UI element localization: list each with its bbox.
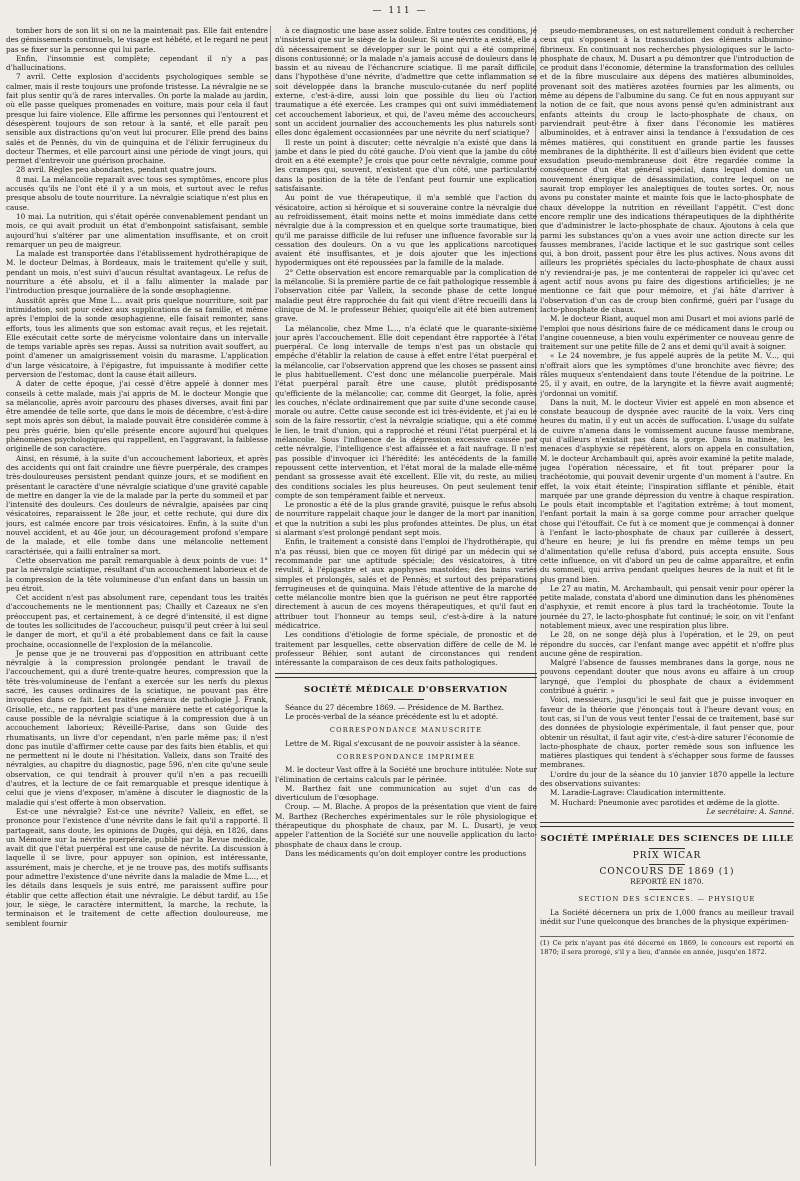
prize-name: PRIX WICAR (632, 850, 702, 861)
paragraph: à ce diagnostic une base assez solide. Entre toutes ces conditions, je n'insisterai que sur le siège de la douleur. Si une névrite a existé, elle a dû nécessairement se développer sur le point qui a été comprimé, disons contusionné; or la malade n'a jamais accusé de douleurs dans le bassin et au niveau de l'échancrure sciatique. Il me paraît difficile, dans l'hypothèse d'une névrite, d'admettre que cette inflammation se soit développée dans la branche musculo-cutanée du nerf poplité externe, c'est-à-dire, aussi loin que possible du lieu où l'action traumatique a été exercée. Les crampes qui ont suivi immédiatement cet accouchement laborieux, et qui, de l'aveu même des accoucheurs, sont un accident journalier des accouchements les plus naturels sont-elles donc également occasionnées par une névrite du nerf sciatique? (275, 26, 537, 138)
paragraph: Est-ce une névralgie? Est-ce une névrite? Valleix, en effet, se prononce pour l'existence d'une névrite dans le fait qu'il a rapporté. Il partageait, sans doute, les opinions de Dugès, qui déjà, en 1826, dans un Mémoire sur la névrite puerpérale, publié par la Revue médicale, avait dit que l'état puerpéral est une cause de névrite. La discussion à laquelle il se livre, pour appuyer son opinion, est intéressante, assurément, mais je cherche, et je ne trouve pas, des motifs suffisants pour admettre l'existence d'une névrite dans la maladie de Mme L..., et les détails dans lesquels je suis entré, me paraissent suffire pour établir que cette affection était une névralgie. Le début tardif, au 15e jour, le siège, le caractère intermittent, la marche, la rechute, la terminaison et le traitement de cette affection douloureuse, me semblent fournir (6, 806, 268, 928)
subheading-correspondance-manuscrite: CORRESPONDANCE MANUSCRITE (329, 726, 483, 735)
page-number: — 111 — (372, 6, 428, 16)
section-title-societe-observation: SOCIÉTÉ MÉDICALE D'OBSERVATION (303, 685, 509, 696)
paragraph: « Le 24 novembre, je fus appelé auprès de la petite M. V..., qui n'offrait alors que les symptômes d'une bronchite avec fièvre; des râles muqueux s'entendaient dans toute l'étendue de la poitrine. Le 25, il y avait, en outre, de la laryngite et la fièvre avait augmenté; j'ordonnai un vomitif. (540, 351, 794, 398)
paragraph: 2° Cette observation est encore remarquable par la complication de la mélancolie. Si la première partie de ce fait pathologique ressemble à l'observation citée par Valleix, la seconde phase de cette longue maladie peut être rapprochée du fait qui vient d'être recueilli dans la clinique de M. le professeur Béhier, quoiqu'elle ait été bien autrement grave. (275, 267, 537, 324)
paragraph: Je pense que je ne trouverai pas d'opposition en attribuant cette névralgie à la compression prolongée pendant le travail de l'accouchement, qui a duré trente-quatre heures, compression que la tête très-volumineuse de l'enfant a exercée sur les nerfs du plexus sacré, les causes ordinaires de la sciatique, ne pouvant pas être invoquées dans ce fait. Les traités généraux de pathologie J. Frank, Grisolle, etc., ne rapportent pas d'une manière nette et catégorique la cause possible de la névralgie sciatique à la compression due à un accouchement laborieux; Réveillé-Parise, dans son Guide des rhumatisants, un livre d'or cependant, n'en parle même pas; il n'est donc pas inutile d'affirmer cette cause par des faits bien établis, et qui ne permettent ni le doute ni l'hésitation. Valleix, dans son Traité des névralgies, au chapitre du diagnostic, page 596, n'en cite qu'une seule observation, ce qui tendrait à prouver qu'il n'en a pas recueilli d'autres, et la lecture de ce fait remarquable et presque identique à celui que je viens d'exposer, m'amène à discuter le diagnostic de la maladie qui s'est offerte à mon observation. (6, 648, 268, 807)
paragraph: Dans la nuit, M. le docteur Vivier est appelé en mon absence et constate beaucoup de dyspnée avec raucité de la voix. Vers cinq heures du matin, il y eut un accès de suffocation. L'usage du sulfate de cuivre n'amena dans le vomissement aucune fausse membrane, qui d'ailleurs n'existait pas dans la gorge. Dans la matinée, les menaces d'asphyxie se répétèrent, alors on appela en consultation, M. le docteur Archambault qui, après avoir examiné la petite malade, jugea l'opération nécessaire, et fit tout préparer pour la trachéotomie, qui pouvait devenir urgente d'un moment à l'autre. En effet, la voix était éteinte; l'inspiration sifflante et pénible, était marquée par une grande dépression du ventre à chaque respiration. Le pouls était incomptable et l'agitation extrême; à tout moment, l'enfant portait la main à sa gorge comme pour arracher quelque chose qui l'étouffait. Ce fut à ce moment que je commençai à donner à l'enfant le lacto-phosphate de chaux par cuillerée à dessert, d'heure en heure; je lui fis prendre en même temps un peu d'alimentation qu'elle refusa d'abord, puis accepta ensuite. Sous cette influence, on vit d'abord un peu de calme apparaître, et enfin du sommeil, qui arriva pendant quelques heures de la nuit et fit le plus grand bien. (540, 397, 794, 584)
section-sciences-heading: SECTION DES SCIENCES. — PHYSIQUE (578, 895, 756, 904)
column-right (540, 26, 794, 1176)
paragraph: Malgré l'absence de fausses membranes dans la gorge, nous ne pouvons cependant douter que nous avons eu affaire à un croup laryngé, que l'emploi du phosphate de chaux a évidemment contribué à guérir. » (540, 658, 794, 696)
footnote: (1) Ce prix n'ayant pas été décerné en 1869, le concours est reporté en 1870; il sera prorogé, s'il y a lieu, d'année en année, jusqu'en 1872. (540, 936, 794, 956)
title-rule (388, 699, 424, 700)
section-rule (540, 822, 794, 827)
title-rule (649, 889, 685, 890)
paragraph: M. le docteur Vast offre à la Société une brochure intitulée: Note sur l'élimination de certains calculs par le périnée. (275, 765, 537, 784)
section-rule (275, 673, 537, 678)
paragraph: La mélancolie, chez Mme L..., n'a éclaté que le quarante-sixième jour après l'accouchement. Elle doit cependant être rapportée à l'état puerpéral. Ce long intervalle de temps n'est pas un obstacle qui empêche d'établir la relation de cause à effet entre l'état puerpéral et la mélancolie, car l'observation apprend que les choses se passent ainsi le plus habituellement. C'est donc une mélancolie puerpérale. Mais l'état puerpéral paraît être une cause, plutôt prédisposante qu'efficiente de la mélancolie; car, comme dit Georget, la folie, après les couches, n'éclate ordinairement que par suite d'une seconde cause, morale ou autre. Cette cause seconde est ici très-évidente, et j'ai eu le soin de la faire ressortir, c'est la névralgie sciatique, qui a été comme le lien, le trait d'union, qui a rapproché et réuni l'état puerpéral et la mélancolie. Sous l'influence de la dépression excessive causée par cette névralgie, l'intelligence s'est affaissée et a fait naufrage. Il n'est pas possible d'invoquer ici l'hérédité: les antécédents de la famille repoussent cette intervention, et l'état moral de la malade elle-même pendant sa grossesse avait été excellent. Elle vit, du reste, au milieu des conditions sociales les plus heureuses. On peut seulement tenir compte de son tempérament faible et nerveux. (275, 323, 537, 500)
paragraph: Le pronostic a été de la plus grande gravité, puisque le refus absolu de nourriture rappelait chaque jour le danger de la mort par inanition, et que la nutrition a subi les plus profondes atteintes. De plus, un état si alarmant s'est prolongé pendant sept mois. (275, 500, 537, 538)
paragraph: 10 mai. La nutrition, qui s'était opérée convenablement pendant un mois, ce qui avait produit un état d'embonpoint satisfaisant, semble aujourd'hui s'altérer par une alimentation insuffisante, et on croit remarquer un peu de maigreur. (6, 211, 268, 249)
paragraph: Ainsi, en résumé, à la suite d'un accouchement laborieux, et après des accidents qui ont fait craindre une fièvre puerpérale, des crampes très-douloureuses persistent pendant quinze jours, et se modifient en présentant le caractère d'une névralgie sciatique d'une gravité capable de mettre en danger la vie de la malade par la perte du sommeil et par l'intensité des douleurs. Ces douleurs de névralgie, apaisées par cinq vésicatoires, reparaissent le 28e jour, et cette rechute, qui dure dix jours, est calmée encore par trois vésicatoires. Enfin, à la suite d'un nouvel accident, et au 46e jour, un découragement profond s'empare de la malade, et elle tombe dans une mélancolie nettement caractérisée, qui a failli entraîner sa mort. (6, 453, 268, 556)
paragraph: Le 28, on ne songe déjà plus à l'opération, et le 29, on peut répondre du succès, car l'enfant mange avec appétit et n'offre plus aucune gêne de respiration. (540, 630, 794, 658)
paragraph: Il reste un point à discuter; cette névralgie n'a existé que dans la jambe et dans le pied du côté gauche. D'où vient que la jambe du côté droit en a été exempte? Je crois que pour cette névralgie, comme pour les crampes qui, souvent, n'existent que d'un côté, une particularité dans la position de la tête de l'enfant peut fournir une explication satisfaisante. (275, 137, 537, 194)
paragraph: 28 avril. Règles peu abondantes, pendant quatre jours. (16, 165, 217, 175)
paragraph: L'ordre du jour de la séance du 10 janvier 1870 appelle la lecture des observations suivantes: (540, 769, 794, 789)
reporte-line: REPORTÉ EN 1870. (630, 877, 704, 887)
paragraph: Au point de vue thérapeutique, il m'a semblé que l'action du vésicatoire, action si héroïque et si souveraine contre la névralgie due au refroidissement, était moins nette et moins immédiate dans cette névralgie due à la compression et en quelque sorte traumatique, bien qu'il me paraisse difficile de lui refuser une influence favorable sur la cessation des douleurs. On a vu que les applications narcotiques avaient été insuffisantes, et je dois ajouter que les injections hypodermiques ont été repoussées par la famille de la malade. (275, 193, 537, 268)
title-rule (649, 848, 685, 849)
title-rule (649, 864, 685, 865)
observation-item: M. Laradie-Lagrave: Claudication intermittente. (550, 788, 726, 798)
paragraph: Le 27 au matin, M. Archambault, qui pensait venir pour opérer la petite malade, constata d'abord une diminution dans les phénomènes d'asphyxie, et remit encore à plus tard la trachéotomie. Toute la journée du 27, le lacto-phosphate fut continué; le soir, on vit l'enfant notablement mieux, avec une respiration plus libre. (540, 583, 794, 630)
paragraph: La Société décernera un prix de 1,000 francs au meilleur travail inédit sur l'une quelconque des branches de la physique expérimen- (540, 907, 794, 927)
paragraph: 7 avril. Cette explosion d'accidents psychologiques semble se calmer, mais il reste toujours une profonde tristesse. La névralgie ne se fait plus sentir qu'à de rares intervalles. On porte la malade au jardin, où elle passe quelques promenades en voiture, mais pour cela il faut presque lui faire violence. Elle affirme les personnes qui l'entourent et désespèrent toujours de son retour à la santé, et elle paraît peu sensible aux distractions qu'on veut lui procurer. Elle prend des bains salés et de Pennès, du vin de quinquina et de l'élixir ferrugineux du docteur Thermes, et elle parcourt ainsi une période de vingt jours, qui permet d'entrevoir une guérison prochaine. (6, 72, 268, 166)
paragraph: Croup. — M. Blache. A propos de la présentation que vient de faire M. Barthez (Recherches expérimentales sur le rôle physiologique et thérapeutique du phosphate de chaux, par M. L. Dusart), je veux appeler l'attention de la Société sur une nouvelle application du lacto-phosphate de chaux dans le croup. (275, 802, 537, 849)
paragraph: M. le docteur Riant, auquel mon ami Dusart et moi avions parlé de l'emploi que nous désirions faire de ce médicament dans le croup ou l'angine couenneuse, a bien voulu expérimenter ce nouveau genre de traitement sur une petite fille de 2 ans et demi qu'il avait à soigner. (540, 314, 794, 352)
paragraph: Les conditions d'étiologie de forme spéciale, de pronostic et de traitement par lesquelles, cette observation diffère de celle de M. le professeur Béhier, sont autant de circonstances qui rendent intéressante la comparaison de ces deux faits pathologiques. (275, 630, 537, 668)
column-divider (270, 26, 271, 1166)
paragraph: Lettre de M. Rigal s'excusant de ne pouvoir assister à la séance. (285, 738, 521, 748)
column-middle (275, 26, 537, 1176)
section-title-societe-lille: SOCIÉTÉ IMPÉRIALE DES SCIENCES DE LILLE (540, 834, 794, 845)
paragraph: La malade est transportée dans l'établissement hydrothérapique de M. le docteur Delmas, à Bordeaux, mais le traitement qu'elle y suit, pendant un mois, n'est suivi d'aucun résultat avantageux. Le refus de nourriture a été absolu, et il a fallu alimenter la malade par l'introduction presque journalière de la sonde œsophagienne. (6, 249, 268, 296)
proces-verbal: Le procès-verbal de la séance précédente est lu et adopté. (285, 712, 499, 722)
paragraph: pseudo-membraneuses, on est naturellement conduit à rechercher ceux qui s'opposent à la transsudation des éléments albumino-fibrineux. En continuant nos recherches physiologiques sur le lacto-phosphate de chaux, M. Dusart a pu démontrer que l'introduction de ce produit dans l'économie, détermine la transformation des cellules et de la fibre musculaire aux dépens des matières albuminoïdes, provenant soit des matières azotées fournies par les aliments, ou même au dépens de l'albumine du sang. Ce fut en nous appuyant sur la notion de ce fait, que nous avons pensé qu'en administrant aux enfants atteints du croup le lacto-phosphate de chaux, on parviendrait peut-être à fixer dans l'économie les matières albuminoïdes, et à entraver ainsi la tendance à l'exsudation de ces mêmes matières, qui constituent en grande partie les fausses membranes de la diphthérite. Il est d'ailleurs bien évident que cette exsudation pseudo-membraneuse doit être regardée comme la conséquence d'un état général spécial, dans lequel domine un mouvement énergique de désassimilation, contre lequel on ne saurait trop employer les analeptiques de toutes sortes. Or, nous avons pu constater mainte et mainte fois que le lacto-phosphate de chaux développe la nutrition en réveillant l'appétit. C'est donc encore remplir une des indications thérapeutiques de la diphthérite que d'administrer le lacto-phosphate de chaux. Ajoutons à cela que parmi les substances qu'on a vues avoir une action directe sur les fausses membranes, l'acide lactique et le suc gastrique sont celles qui, à bon droit, passent pour être les plus actives. Nous avons dit ailleurs les propriétés spéciales du lacto-phosphate de chaux aussi n'y reviendrai-je pas, je me contenterai de rappeler ici qu'avec cet agent actif nous avons pu faire des digestions artificielles; je ne mentionne ce fait que pour mémoire, et j'ai hâte d'arriver à l'observation d'un cas de croup bien confirmé, guéri par l'usage du lacto-phosphate de chaux. (540, 26, 794, 314)
secretary-signature: Le secrétaire: A. Sanné. (706, 806, 794, 816)
paragraph: Enfin, le traitement a consisté dans l'emploi de l'hydrothérapie, qui n'a pas réussi, bien que ce moyen fût dirigé par un médecin qui se recommande par une aptitude spéciale; des vésicatoires, à titre révulsif, à l'épigastre et aux apophyses mastoïdes; des bains variés simples et prolongés, salés et de Pennès; et surtout des préparations ferrugineuses et de quinquina. Mais l'étude attentive de la marche de cette mélancolie montre bien que la guérison ne peut être rapportée directement à aucun de ces moyens thérapeutiques, et qu'il faut en attribuer tout l'honneur au temps seul, c'est-à-dire à la nature médicatrice. (275, 537, 537, 630)
paragraph: Aussitôt après que Mme L... avait pris quelque nourriture, soit par intimidation, soit pour cédez aux supplications de sa famille, et même après l'emploi de la sonde œsophagienne, elle faisait remonter, sans efforts, tous les aliments que son estomac avait reçus, et les rejetait. Elle exécutait cette sorte de mérycisme volontaire dans un intervalle de temps variable après ses repas. Aussi sa nutrition avait souffert, au point d'amener un amaigrissement voisin du marasme. L'application d'un large vésicatoire, à l'épigastre, fut impuissante à modifier cette perversion de l'estomac, dont la cause était ailleurs. (6, 295, 268, 379)
column-left (6, 26, 268, 1176)
observation-item: M. Huchard: Pneumonie avec parotides et œdème de la glotte. (550, 797, 780, 807)
paragraph: 8 mai. La mélancolie reparaît avec tous ses symptômes, encore plus accusés qu'ils ne l'ont été il y a un mois, et surtout avec le refus presque absolu de toute nourriture. La névralgie sciatique n'est plus en cause. (6, 174, 268, 212)
paragraph: A dater de cette époque, j'ai cessé d'être appelé à donner mes conseils à cette malade, mais j'ai appris de M. le docteur Mongie que sa mélancolie, après avoir parcouru des phases diverses, avait fini par être amendée de telle sorte, que dans le mois de décembre, c'est-à-dire sept mois après son début, la malade pouvait être considérée comme à peu près guérie, bien qu'elle présente encore aujourd'hui quelques phénomènes psychologiques qui rappellent, en l'aggravant, la faiblesse originelle de son caractère. (6, 379, 268, 454)
concours-heading: CONCOURS DE 1869 (1) (599, 866, 735, 877)
paragraph: Enfin, l'insomnie est complète; cependant il n'y a pas d'hallucinations. (6, 53, 268, 73)
seance-line: Séance du 27 décembre 1869. — Présidence de M. Barthez. (285, 702, 504, 712)
paragraph: Voici, messieurs, jusqu'ici le seul fait que je puisse invoquer en faveur de la théorie que j'énonçais tout à l'heure devant vous; en tout cas, si l'un de vous veut tenter l'essai de ce traitement, basé sur des données de physiologie expérimentale, il faut penser que, pour obtenir un résultat, il faut agir vite, c'est-à-dire saturer l'économie de lacto-phosphate de chaux, porter remède sous son influence les matières plastiques qui tendent à s'échapper sous forme de fausses membranes. (540, 695, 794, 770)
paragraph: tomber hors de son lit si on ne la maintenait pas. Elle fait entendre des gémissements continuels, le visage est hébété, et le regard ne peut pas se fixer sur la personne qui lui parle. (6, 26, 268, 54)
subheading-correspondance-imprimee: CORRESPONDANCE IMPRIMÉE (336, 752, 476, 761)
paragraph: Cette observation me paraît remarquable à deux points de vue: 1° par la névralgie sciatique, résultant d'un accouchement laborieux et de la compression de la tête volumineuse d'un enfant dans un bassin un peu étroit. (6, 555, 268, 593)
paragraph: Cet accident n'est pas absolument rare, cependant tous les traités d'accouchements ne le mentionnent pas; Chailly et Cazeaux ne s'en préoccupent pas, et certainement, à ce degré d'intensité, il est digne de toutes les sollicitudes de l'accoucheur, puisqu'il peut créer à lui seul le danger de mort, et qu'il a été probablement dans ce fait la cause prochaine, occasionnelle de l'explosion de la mélancolie. (6, 593, 268, 649)
paragraph: M. Barthez fait une communication au sujet d'un cas de diverticulum de l'œsophage. (275, 783, 537, 803)
paragraph: Dans les médicaments qu'on doit employer contre les productions (285, 848, 527, 858)
